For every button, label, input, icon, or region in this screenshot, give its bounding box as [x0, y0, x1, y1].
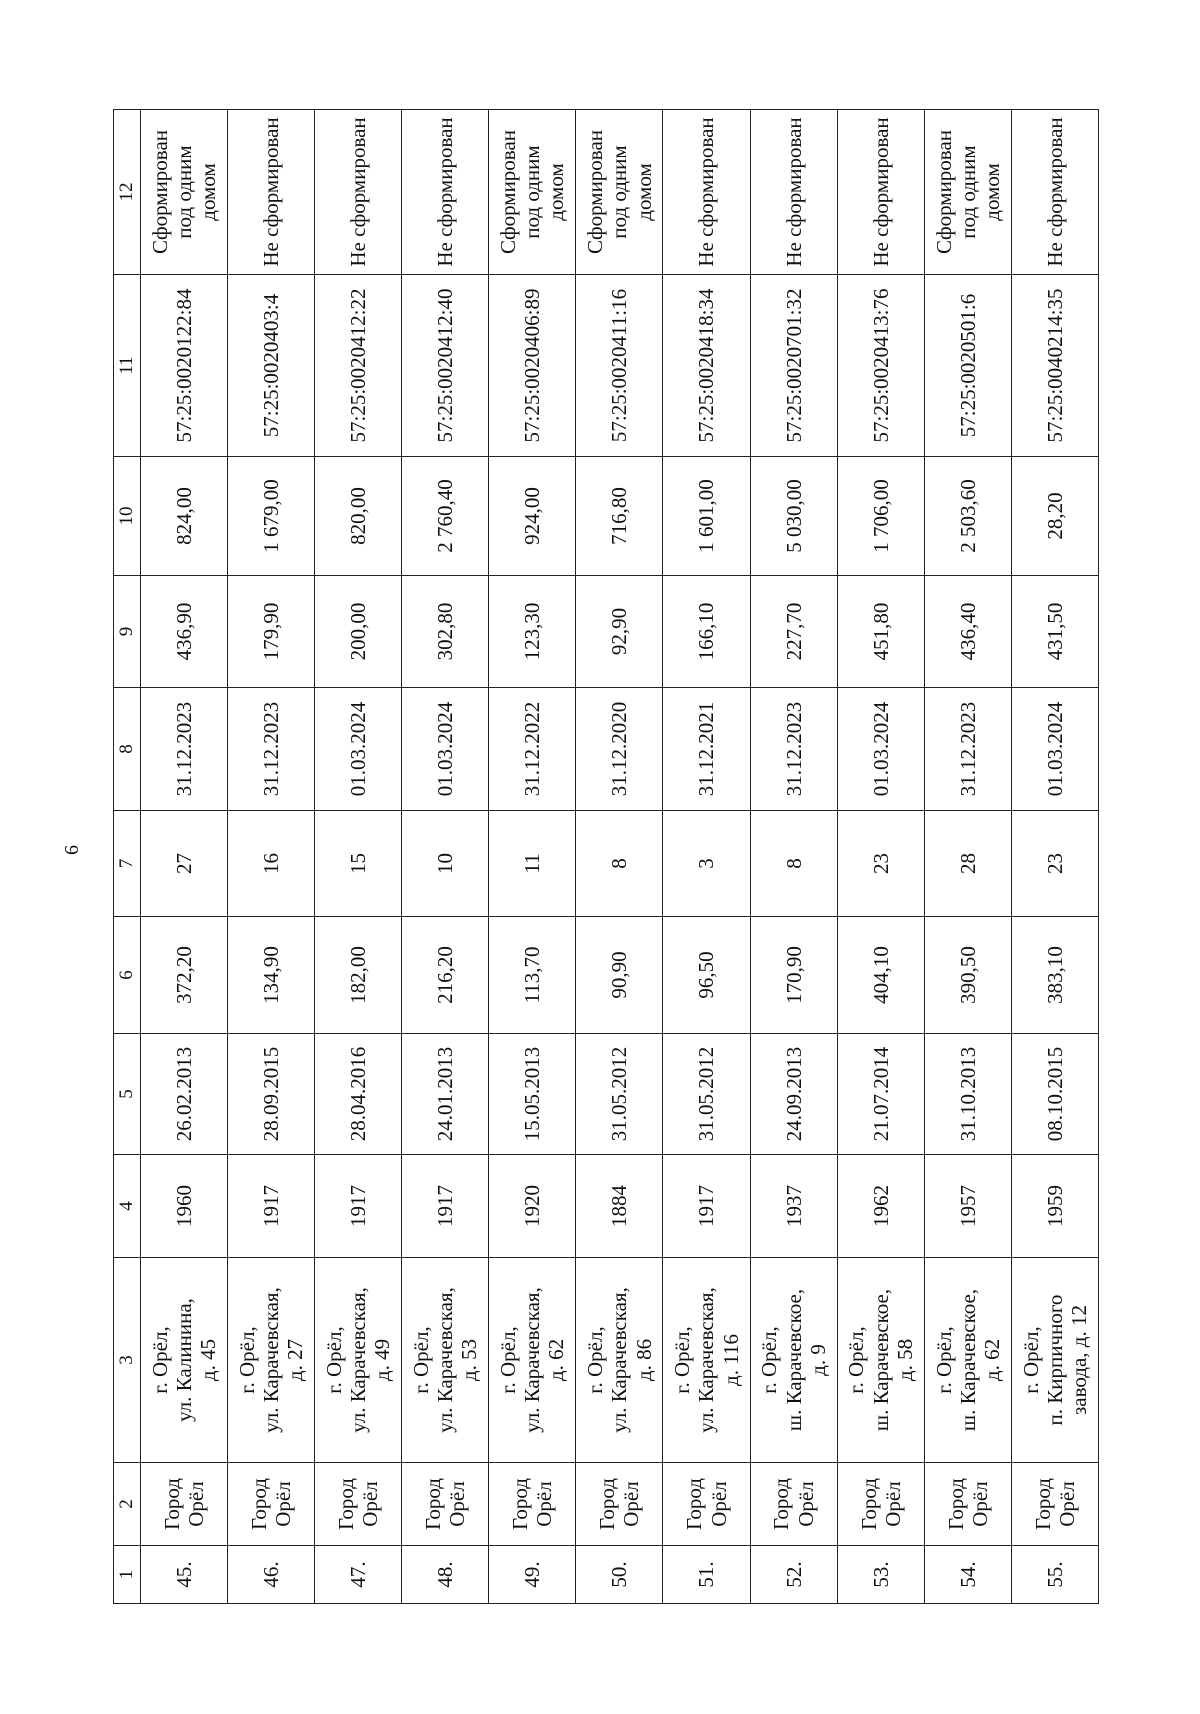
deadline-date-cell: 31.12.2023: [750, 688, 837, 811]
table-row: [402, 110, 489, 1604]
cadastral-number-cell: 57:25:0020412:22: [315, 275, 402, 457]
row-number-cell: 47.: [315, 1546, 402, 1604]
row-number-cell: 49.: [489, 1546, 576, 1604]
table-row: [924, 110, 1011, 1604]
total-area-cell: 179,90: [228, 576, 315, 688]
total-area-cell: 92,90: [576, 576, 663, 688]
cadastral-number-cell: 57:25:0020412:40: [402, 275, 489, 457]
table-row: [489, 110, 576, 1604]
column-number-header: 6: [114, 917, 141, 1034]
area-cell: 383,10: [1011, 917, 1098, 1034]
land-area-cell: 1 679,00: [228, 457, 315, 576]
area-cell: 404,10: [837, 917, 924, 1034]
year-built-cell: 1959: [1011, 1155, 1098, 1258]
residents-count-cell: 28: [924, 811, 1011, 917]
table-row: [837, 110, 924, 1604]
table-row: [228, 110, 315, 1604]
column-number-header: 4: [114, 1155, 141, 1258]
land-area-cell: 2 760,40: [402, 457, 489, 576]
total-area-cell: 436,40: [924, 576, 1011, 688]
date-cell: 21.07.2014: [837, 1034, 924, 1155]
table-row: [663, 110, 750, 1604]
date-cell: 08.10.2015: [1011, 1034, 1098, 1155]
municipality-cell: Город Орёл: [750, 1463, 837, 1546]
year-built-cell: 1957: [924, 1155, 1011, 1258]
table-row: [141, 110, 228, 1604]
deadline-date-cell: 31.12.2023: [924, 688, 1011, 811]
row-number-cell: 54.: [924, 1546, 1011, 1604]
address-cell: г. Орёл, ш. Карачевское, д. 58: [837, 1258, 924, 1463]
date-cell: 26.02.2013: [141, 1034, 228, 1155]
date-cell: 24.01.2013: [402, 1034, 489, 1155]
area-cell: 390,50: [924, 917, 1011, 1034]
cadastral-number-cell: 57:25:0040214:35: [1011, 275, 1098, 457]
row-number-cell: 45.: [141, 1546, 228, 1604]
land-status-cell: Сформирован под одним домом: [141, 110, 228, 275]
deadline-date-cell: 31.12.2022: [489, 688, 576, 811]
column-number-header: 5: [114, 1034, 141, 1155]
address-cell: г. Орёл, ул. Карачевская, д. 49: [315, 1258, 402, 1463]
year-built-cell: 1917: [663, 1155, 750, 1258]
municipality-cell: Город Орёл: [315, 1463, 402, 1546]
land-status-cell: Не сформирован: [663, 110, 750, 275]
total-area-cell: 436,90: [141, 576, 228, 688]
municipality-cell: Город Орёл: [489, 1463, 576, 1546]
column-number-header: 9: [114, 576, 141, 688]
land-area-cell: 824,00: [141, 457, 228, 576]
total-area-cell: 166,10: [663, 576, 750, 688]
land-status-cell: Сформирован под одним домом: [924, 110, 1011, 275]
deadline-date-cell: 31.12.2023: [228, 688, 315, 811]
residents-count-cell: 23: [1011, 811, 1098, 917]
residents-count-cell: 15: [315, 811, 402, 917]
residents-count-cell: 23: [837, 811, 924, 917]
cadastral-number-cell: 57:25:0020413:76: [837, 275, 924, 457]
land-area-cell: 1 706,00: [837, 457, 924, 576]
deadline-date-cell: 01.03.2024: [1011, 688, 1098, 811]
cadastral-number-cell: 57:25:0020406:89: [489, 275, 576, 457]
column-number-header: 12: [114, 110, 141, 275]
cadastral-number-cell: 57:25:0020701:32: [750, 275, 837, 457]
land-status-cell: Не сформирован: [402, 110, 489, 275]
municipality-cell: Город Орёл: [924, 1463, 1011, 1546]
land-area-cell: 1 601,00: [663, 457, 750, 576]
land-area-cell: 820,00: [315, 457, 402, 576]
area-cell: 90,90: [576, 917, 663, 1034]
column-number-header: 3: [114, 1258, 141, 1463]
cadastral-number-cell: 57:25:0020122:84: [141, 275, 228, 457]
year-built-cell: 1917: [402, 1155, 489, 1258]
column-number-header: 2: [114, 1463, 141, 1546]
address-cell: г. Орёл, ул. Карачевская, д. 27: [228, 1258, 315, 1463]
address-cell: г. Орёл, ул. Карачевская, д. 62: [489, 1258, 576, 1463]
land-status-cell: Сформирован под одним домом: [576, 110, 663, 275]
area-cell: 96,50: [663, 917, 750, 1034]
date-cell: 28.09.2015: [228, 1034, 315, 1155]
total-area-cell: 451,80: [837, 576, 924, 688]
total-area-cell: 431,50: [1011, 576, 1098, 688]
land-area-cell: 924,00: [489, 457, 576, 576]
column-number-row: [114, 110, 141, 1604]
year-built-cell: 1917: [315, 1155, 402, 1258]
year-built-cell: 1884: [576, 1155, 663, 1258]
total-area-cell: 302,80: [402, 576, 489, 688]
row-number-cell: 48.: [402, 1546, 489, 1604]
deadline-date-cell: 31.12.2023: [141, 688, 228, 811]
column-number-header: 1: [114, 1546, 141, 1604]
table-row: [315, 110, 402, 1604]
date-cell: 28.04.2016: [315, 1034, 402, 1155]
column-number-header: 8: [114, 688, 141, 811]
table-row: [750, 110, 837, 1604]
area-cell: 134,90: [228, 917, 315, 1034]
address-cell: г. Орёл, ул. Калинина, д. 45: [141, 1258, 228, 1463]
land-status-cell: Не сформирован: [1011, 110, 1098, 275]
column-number-header: 10: [114, 457, 141, 576]
municipality-cell: Город Орёл: [663, 1463, 750, 1546]
total-area-cell: 200,00: [315, 576, 402, 688]
municipality-cell: Город Орёл: [1011, 1463, 1098, 1546]
land-area-cell: 716,80: [576, 457, 663, 576]
column-number-header: 7: [114, 811, 141, 917]
row-number-cell: 51.: [663, 1546, 750, 1604]
deadline-date-cell: 01.03.2024: [837, 688, 924, 811]
date-cell: 31.05.2012: [576, 1034, 663, 1155]
land-area-cell: 2 503,60: [924, 457, 1011, 576]
date-cell: 24.09.2013: [750, 1034, 837, 1155]
page-number: 6: [60, 845, 83, 855]
address-cell: г. Орёл, п. Кирпичного завода, д. 12: [1011, 1258, 1098, 1463]
year-built-cell: 1937: [750, 1155, 837, 1258]
row-number-cell: 52.: [750, 1546, 837, 1604]
year-built-cell: 1917: [228, 1155, 315, 1258]
land-status-cell: Не сформирован: [837, 110, 924, 275]
land-status-cell: Не сформирован: [228, 110, 315, 275]
area-cell: 113,70: [489, 917, 576, 1034]
date-cell: 31.10.2013: [924, 1034, 1011, 1155]
row-number-cell: 53.: [837, 1546, 924, 1604]
residents-count-cell: 11: [489, 811, 576, 917]
year-built-cell: 1962: [837, 1155, 924, 1258]
municipality-cell: Город Орёл: [837, 1463, 924, 1546]
area-cell: 216,20: [402, 917, 489, 1034]
date-cell: 15.05.2013: [489, 1034, 576, 1155]
residents-count-cell: 8: [750, 811, 837, 917]
land-area-cell: 5 030,00: [750, 457, 837, 576]
year-built-cell: 1960: [141, 1155, 228, 1258]
cadastral-number-cell: 57:25:0020411:16: [576, 275, 663, 457]
cadastral-number-cell: 57:25:0020403:4: [228, 275, 315, 457]
address-cell: г. Орёл, ш. Карачевское, д. 62: [924, 1258, 1011, 1463]
municipality-cell: Город Орёл: [141, 1463, 228, 1546]
land-area-cell: 28,20: [1011, 457, 1098, 576]
document-table-container: [113, 110, 1099, 1604]
residents-count-cell: 3: [663, 811, 750, 917]
residents-count-cell: 16: [228, 811, 315, 917]
area-cell: 372,20: [141, 917, 228, 1034]
residents-count-cell: 10: [402, 811, 489, 917]
housing-registry-table: [113, 109, 1099, 1604]
deadline-date-cell: 01.03.2024: [315, 688, 402, 811]
date-cell: 31.05.2012: [663, 1034, 750, 1155]
address-cell: г. Орёл, ул. Карачевская, д. 53: [402, 1258, 489, 1463]
total-area-cell: 227,70: [750, 576, 837, 688]
land-status-cell: Не сформирован: [315, 110, 402, 275]
address-cell: г. Орёл, ул. Карачевская, д. 116: [663, 1258, 750, 1463]
residents-count-cell: 8: [576, 811, 663, 917]
land-status-cell: Не сформирован: [750, 110, 837, 275]
row-number-cell: 50.: [576, 1546, 663, 1604]
cadastral-number-cell: 57:25:0020418:34: [663, 275, 750, 457]
residents-count-cell: 27: [141, 811, 228, 917]
area-cell: 170,90: [750, 917, 837, 1034]
cadastral-number-cell: 57:25:0020501:6: [924, 275, 1011, 457]
table-row: [1011, 110, 1098, 1604]
address-cell: г. Орёл, ул. Карачевская, д. 86: [576, 1258, 663, 1463]
row-number-cell: 46.: [228, 1546, 315, 1604]
area-cell: 182,00: [315, 917, 402, 1034]
deadline-date-cell: 01.03.2024: [402, 688, 489, 811]
municipality-cell: Город Орёл: [402, 1463, 489, 1546]
municipality-cell: Город Орёл: [228, 1463, 315, 1546]
deadline-date-cell: 31.12.2020: [576, 688, 663, 811]
deadline-date-cell: 31.12.2021: [663, 688, 750, 811]
land-status-cell: Сформирован под одним домом: [489, 110, 576, 275]
column-number-header: 11: [114, 275, 141, 457]
address-cell: г. Орёл, ш. Карачевское, д. 9: [750, 1258, 837, 1463]
row-number-cell: 55.: [1011, 1546, 1098, 1604]
year-built-cell: 1920: [489, 1155, 576, 1258]
total-area-cell: 123,30: [489, 576, 576, 688]
table-row: [576, 110, 663, 1604]
municipality-cell: Город Орёл: [576, 1463, 663, 1546]
